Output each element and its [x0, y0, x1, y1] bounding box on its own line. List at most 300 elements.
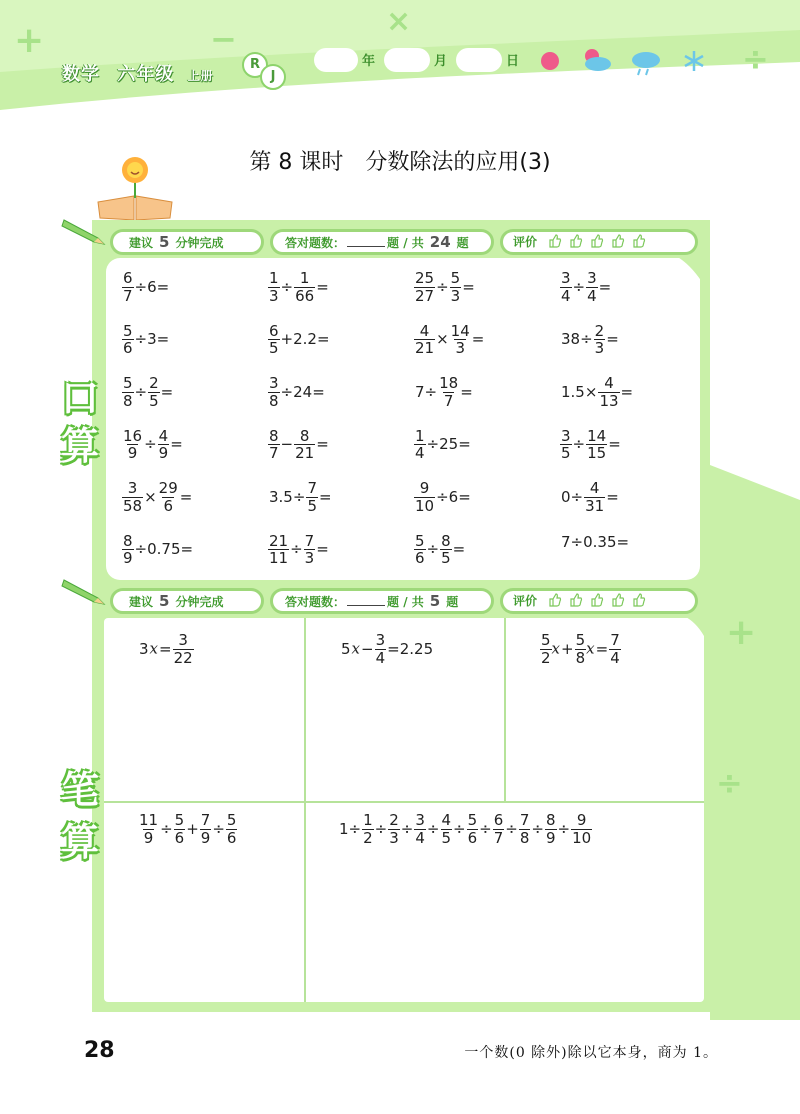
numerator: 7 — [610, 631, 620, 649]
fraction — [294, 428, 315, 462]
expression-text: ÷0.75= — [134, 540, 194, 558]
fraction — [560, 270, 572, 304]
expression-text: 1÷ — [339, 819, 362, 838]
grade-label: 六年级 — [117, 64, 175, 85]
fraction — [200, 812, 212, 846]
numerator: 6 — [269, 321, 279, 340]
day-label: 日 — [506, 54, 520, 69]
denominator: 8 — [269, 391, 279, 410]
oral-problem[interactable] — [560, 480, 620, 514]
fraction — [414, 428, 426, 462]
expression-text: 7÷ — [415, 382, 438, 401]
grid-divider — [104, 801, 704, 803]
numerator: 2 — [594, 321, 605, 340]
written-problem[interactable] — [138, 812, 237, 846]
written-evaluate-label: 评价 — [513, 594, 538, 608]
numerator: 1 — [415, 426, 425, 445]
written-problem[interactable] — [340, 632, 434, 666]
fraction — [414, 533, 426, 567]
numerator: 7 — [304, 531, 315, 550]
fraction — [304, 533, 316, 567]
oral-char-1: 口 — [60, 376, 99, 420]
oral-problem[interactable] — [560, 270, 612, 304]
denominator: 22 — [173, 648, 193, 667]
oral-problem[interactable] — [414, 428, 472, 462]
expression-text: 7÷0.35= — [561, 532, 630, 551]
divide-decoration: ÷ — [716, 764, 743, 802]
fraction — [122, 375, 134, 409]
expression-text: ÷ — [290, 540, 303, 558]
written-problem[interactable] — [338, 812, 592, 846]
expression-text: = — [606, 487, 619, 506]
expression-text: ÷ — [572, 277, 586, 296]
written-evaluate-pill — [500, 588, 698, 614]
numerator: 3 — [561, 426, 571, 445]
expression-text: 1.5× — [561, 382, 598, 401]
oral-problem[interactable] — [268, 270, 330, 304]
denominator: 21 — [295, 444, 315, 462]
denominator: 4 — [375, 648, 386, 667]
numerator: 8 — [269, 426, 279, 445]
denominator: 5 — [441, 549, 451, 567]
expression-text: = — [316, 435, 329, 453]
expression-text: ÷ — [557, 819, 571, 838]
denominator: 8 — [575, 648, 586, 667]
expression-text: = — [160, 382, 174, 401]
denominator: 4 — [610, 648, 620, 667]
times-decoration: × — [386, 4, 412, 39]
written-minutes: 5 — [159, 592, 170, 610]
numerator: 5 — [174, 811, 185, 829]
oral-info-bar — [96, 229, 700, 255]
expression-text: = — [606, 330, 619, 348]
fraction — [575, 632, 587, 666]
numerator: 8 — [441, 531, 451, 550]
oral-problem[interactable] — [122, 533, 194, 567]
fraction — [414, 270, 435, 304]
numerator: 7 — [519, 811, 530, 829]
fraction — [519, 812, 531, 846]
written-problem[interactable] — [138, 632, 194, 666]
written-char-2: 算 — [60, 820, 99, 864]
fraction — [122, 428, 143, 462]
numerator: 3 — [375, 631, 386, 649]
written-suggest-label: 建议 — [129, 595, 154, 609]
numerator: 5 — [450, 269, 461, 287]
numerator: 29 — [158, 479, 178, 497]
fraction — [226, 812, 238, 846]
oral-total: 24 — [429, 233, 451, 251]
oral-minutes-unit: 分钟完成 — [175, 236, 224, 250]
denominator: 8 — [519, 828, 530, 847]
fraction — [122, 480, 143, 514]
thumb-icon[interactable] — [590, 234, 604, 248]
numerator: 18 — [439, 374, 459, 392]
fraction — [158, 428, 170, 462]
pencil-icon — [60, 216, 108, 246]
written-char-1: 笔 — [60, 768, 99, 812]
denominator: 7 — [443, 391, 454, 410]
denominator: 5 — [269, 339, 279, 357]
footnote-tip: 一个数(0 除外)除以它本身，商为 1。 — [464, 1045, 718, 1061]
expression-text: ÷25= — [426, 435, 471, 453]
numerator: 5 — [123, 374, 133, 392]
grid-divider — [504, 618, 506, 802]
expression-text: ÷ — [280, 277, 294, 296]
numerator: 3 — [415, 811, 425, 829]
written-panel — [104, 618, 704, 1002]
expression-text: ÷ — [453, 819, 466, 838]
written-info-bar — [96, 588, 700, 614]
numerator: 8 — [123, 531, 133, 550]
denominator: 31 — [585, 496, 605, 515]
oral-evaluate-pill — [500, 229, 698, 255]
numerator: 25 — [415, 269, 435, 287]
expression-text: = — [159, 639, 172, 658]
oral-problem[interactable] — [560, 323, 620, 357]
minus-decoration: − — [210, 20, 237, 58]
fraction — [268, 323, 280, 357]
oral-evaluate-label: 评价 — [513, 235, 538, 249]
fraction — [158, 480, 179, 514]
denominator: 2 — [541, 648, 551, 667]
denominator: 6 — [415, 549, 425, 567]
written-total-prefix: 题 / 共 — [387, 595, 424, 609]
expression-text: = — [179, 487, 193, 506]
expression-text: =2.25 — [387, 639, 434, 658]
fraction — [414, 323, 435, 357]
fraction — [122, 270, 134, 304]
denominator: 6 — [174, 828, 185, 847]
expression-text: = — [620, 382, 634, 401]
numerator: 9 — [419, 479, 430, 497]
numerator: 5 — [123, 321, 133, 340]
oral-problem[interactable] — [268, 480, 333, 514]
denominator: 9 — [123, 549, 133, 567]
denominator: 2 — [363, 828, 373, 847]
pencil-icon — [60, 576, 108, 606]
denominator: 3 — [594, 339, 605, 357]
written-correct-blank[interactable] — [347, 593, 385, 606]
expression-text: 3 — [139, 639, 149, 658]
oral-problem[interactable] — [560, 428, 622, 462]
fraction — [414, 480, 435, 514]
written-total: 5 — [429, 592, 441, 610]
thumb-icon[interactable] — [632, 593, 646, 607]
numerator: 4 — [158, 426, 169, 445]
fraction — [598, 375, 619, 409]
numerator: 8 — [299, 426, 310, 445]
denominator: 5 — [561, 444, 571, 462]
fraction — [540, 632, 552, 666]
denominator: 66 — [295, 286, 315, 305]
written-suggest-pill — [110, 588, 264, 614]
fraction — [545, 812, 557, 846]
denominator: 6 — [467, 828, 478, 847]
expression-text: ÷ — [400, 819, 414, 838]
numerator: 7 — [307, 479, 317, 497]
fraction — [586, 428, 607, 462]
numerator: 8 — [546, 811, 556, 829]
expression-text: = — [471, 330, 485, 348]
denominator: 9 — [546, 828, 556, 847]
expression-text: = — [460, 382, 473, 401]
numerator: 14 — [587, 426, 607, 445]
fraction — [306, 480, 318, 514]
fraction — [268, 428, 280, 462]
fraction — [467, 812, 479, 846]
denominator: 6 — [163, 496, 173, 515]
expression-text: ÷ — [374, 819, 388, 838]
oral-total-unit: 题 — [456, 236, 469, 250]
expression-text: ÷ — [479, 819, 492, 838]
expression-text: 0÷ — [561, 487, 584, 506]
oral-problem[interactable] — [414, 480, 472, 514]
expression-text: ÷ — [426, 819, 440, 838]
expression-text: ÷ — [436, 277, 449, 296]
expression-text: ÷ — [160, 819, 173, 838]
written-score-pill — [270, 588, 494, 614]
grid-divider — [304, 618, 306, 1002]
denominator: 9 — [158, 444, 169, 462]
numerator: 5 — [575, 631, 586, 649]
denominator: 3 — [450, 286, 461, 305]
numerator: 3 — [269, 374, 279, 392]
numerator: 4 — [604, 374, 614, 392]
oral-problem[interactable] — [122, 270, 170, 304]
expression-text: ÷ — [531, 819, 544, 838]
page-number: 28 — [84, 1038, 115, 1063]
fraction — [594, 323, 606, 357]
divide-decoration: ÷ — [742, 40, 769, 78]
expression-text: ÷6= — [134, 277, 170, 296]
fraction — [450, 270, 462, 304]
denominator: 9 — [200, 828, 211, 847]
expression-text: = — [452, 540, 466, 558]
fraction — [138, 812, 159, 846]
year-label: 年 — [362, 54, 376, 69]
numerator: 3 — [587, 269, 597, 287]
expression-text: + — [561, 639, 574, 658]
denominator: 3 — [455, 339, 465, 357]
fraction — [440, 533, 452, 567]
expression-text: = — [598, 277, 612, 296]
oral-problem[interactable] — [122, 480, 193, 514]
page-curl — [676, 256, 704, 284]
numerator: 21 — [269, 531, 289, 550]
numerator: 4 — [441, 811, 452, 829]
denominator: 7 — [123, 286, 133, 305]
numerator: 5 — [467, 811, 478, 829]
lesson-title: 第 8 课时 分数除法的应用(3) — [249, 150, 551, 175]
denominator: 58 — [123, 496, 143, 515]
variable: x — [149, 639, 159, 658]
month-label: 月 — [434, 54, 448, 69]
denominator: 4 — [415, 444, 425, 462]
denominator: 6 — [226, 828, 237, 847]
numerator: 14 — [450, 321, 470, 340]
fraction — [414, 812, 426, 846]
oral-problem[interactable] — [268, 428, 330, 462]
variable: x — [551, 639, 561, 658]
volume-label: 上册 — [187, 69, 214, 83]
denominator: 10 — [572, 828, 592, 847]
denominator: 6 — [123, 339, 133, 357]
fraction — [388, 812, 400, 846]
thumb-icon[interactable] — [611, 234, 625, 248]
denominator: 9 — [143, 828, 154, 847]
fraction — [268, 533, 289, 567]
expression-text: ÷ — [505, 819, 518, 838]
expression-text: 3.5÷ — [269, 487, 306, 506]
denominator: 27 — [415, 286, 435, 305]
expression-text: ÷ — [426, 540, 440, 558]
fraction — [560, 428, 572, 462]
denominator: 5 — [307, 496, 317, 515]
thumb-icon[interactable] — [548, 234, 562, 248]
expression-text: +2.2= — [280, 330, 330, 348]
expression-text: ÷24= — [280, 382, 325, 401]
denominator: 3 — [269, 286, 279, 305]
fraction — [441, 812, 453, 846]
written-minutes-unit: 分钟完成 — [175, 595, 224, 609]
plus-decoration: + — [14, 20, 45, 61]
fraction — [268, 270, 280, 304]
numerator: 1 — [363, 811, 373, 829]
fraction — [362, 812, 374, 846]
thumb-icon[interactable] — [590, 593, 604, 607]
plus-decoration: + — [726, 612, 757, 653]
denominator: 13 — [599, 391, 619, 410]
oral-problem[interactable] — [560, 375, 634, 409]
variable: x — [586, 639, 595, 658]
numerator: 6 — [123, 269, 133, 287]
denominator: 3 — [389, 828, 399, 847]
written-problem[interactable] — [540, 632, 621, 666]
numerator: 16 — [123, 426, 143, 445]
fraction — [493, 812, 505, 846]
numerator: 5 — [541, 631, 551, 649]
expression-text: 38÷ — [561, 330, 593, 348]
denominator: 9 — [127, 444, 138, 462]
expression-text: ÷ — [144, 435, 157, 453]
thumb-icon[interactable] — [569, 593, 583, 607]
thumb-icon[interactable] — [611, 593, 625, 607]
expression-text: = — [316, 277, 329, 296]
oral-problem[interactable] — [122, 375, 174, 409]
expression-text: = — [170, 435, 183, 453]
numerator: 1 — [269, 269, 279, 287]
numerator: 7 — [200, 811, 211, 829]
numerator: 3 — [561, 269, 571, 287]
oral-problem[interactable] — [268, 533, 330, 567]
numerator: 2 — [149, 374, 159, 392]
oral-problem[interactable] — [268, 375, 326, 409]
fraction — [268, 375, 280, 409]
expression-text: − — [361, 639, 374, 658]
oral-char-2: 算 — [60, 424, 99, 468]
denominator: 21 — [415, 339, 435, 357]
edition-letter-j: J — [260, 64, 286, 90]
denominator: 8 — [123, 391, 133, 410]
fraction — [586, 270, 598, 304]
fraction — [294, 270, 315, 304]
fraction — [571, 812, 592, 846]
expression-text: ÷6= — [436, 487, 471, 506]
expression-text: = — [316, 540, 329, 558]
thumb-icon[interactable] — [632, 234, 646, 248]
fraction — [122, 533, 134, 567]
page-curl — [684, 616, 706, 638]
numerator: 4 — [589, 479, 600, 497]
oral-suggest-label: 建议 — [129, 236, 154, 250]
thumb-icon[interactable] — [548, 593, 562, 607]
oral-problem[interactable] — [560, 533, 630, 551]
oral-problem[interactable] — [414, 323, 485, 357]
written-total-unit: 题 — [446, 595, 459, 609]
expression-text: 5 — [341, 639, 351, 658]
oral-problem[interactable] — [268, 323, 331, 357]
denominator: 10 — [415, 496, 435, 515]
denominator: 5 — [149, 391, 159, 410]
denominator: 7 — [269, 444, 279, 462]
numerator: 5 — [226, 811, 237, 829]
numerator: 2 — [389, 811, 399, 829]
denominator: 4 — [587, 286, 597, 305]
expression-text: ÷ — [572, 435, 586, 453]
variable: x — [351, 639, 361, 658]
oral-correct-blank[interactable] — [347, 234, 385, 247]
expression-text: ÷3= — [134, 330, 170, 348]
denominator: 15 — [587, 444, 607, 462]
written-correct-label: 答对题数： — [285, 595, 346, 609]
denominator: 4 — [415, 828, 425, 847]
fraction — [148, 375, 160, 409]
numerator: 6 — [493, 811, 504, 829]
oral-minutes: 5 — [159, 233, 170, 251]
thumb-icon[interactable] — [569, 234, 583, 248]
oral-problem[interactable] — [414, 375, 474, 409]
fraction — [173, 632, 194, 666]
oral-problem[interactable] — [414, 270, 476, 304]
oral-problem[interactable] — [122, 323, 170, 357]
oral-problem[interactable] — [122, 428, 184, 462]
oral-correct-label: 答对题数： — [285, 236, 346, 250]
numerator: 11 — [139, 811, 159, 829]
denominator: 11 — [269, 549, 289, 567]
subject-label: 数学 — [62, 64, 100, 85]
fraction — [174, 812, 186, 846]
expression-text: = — [318, 487, 332, 506]
denominator: 7 — [493, 828, 504, 847]
fraction — [375, 632, 387, 666]
oral-score-pill — [270, 229, 494, 255]
edition-letter-r: R — [242, 52, 268, 78]
numerator: 4 — [419, 321, 430, 340]
fraction — [438, 375, 459, 409]
numerator: 3 — [127, 479, 138, 497]
expression-text: = — [595, 639, 609, 658]
oral-total-prefix: 题 / 共 — [387, 236, 424, 250]
oral-problem[interactable] — [414, 533, 466, 567]
denominator: 5 — [441, 828, 452, 847]
expression-text: = — [462, 277, 475, 296]
numerator: 1 — [299, 269, 310, 287]
numerator: 3 — [178, 631, 188, 649]
denominator: 3 — [304, 549, 315, 567]
expression-text: = — [608, 435, 621, 453]
denominator: 4 — [561, 286, 571, 305]
